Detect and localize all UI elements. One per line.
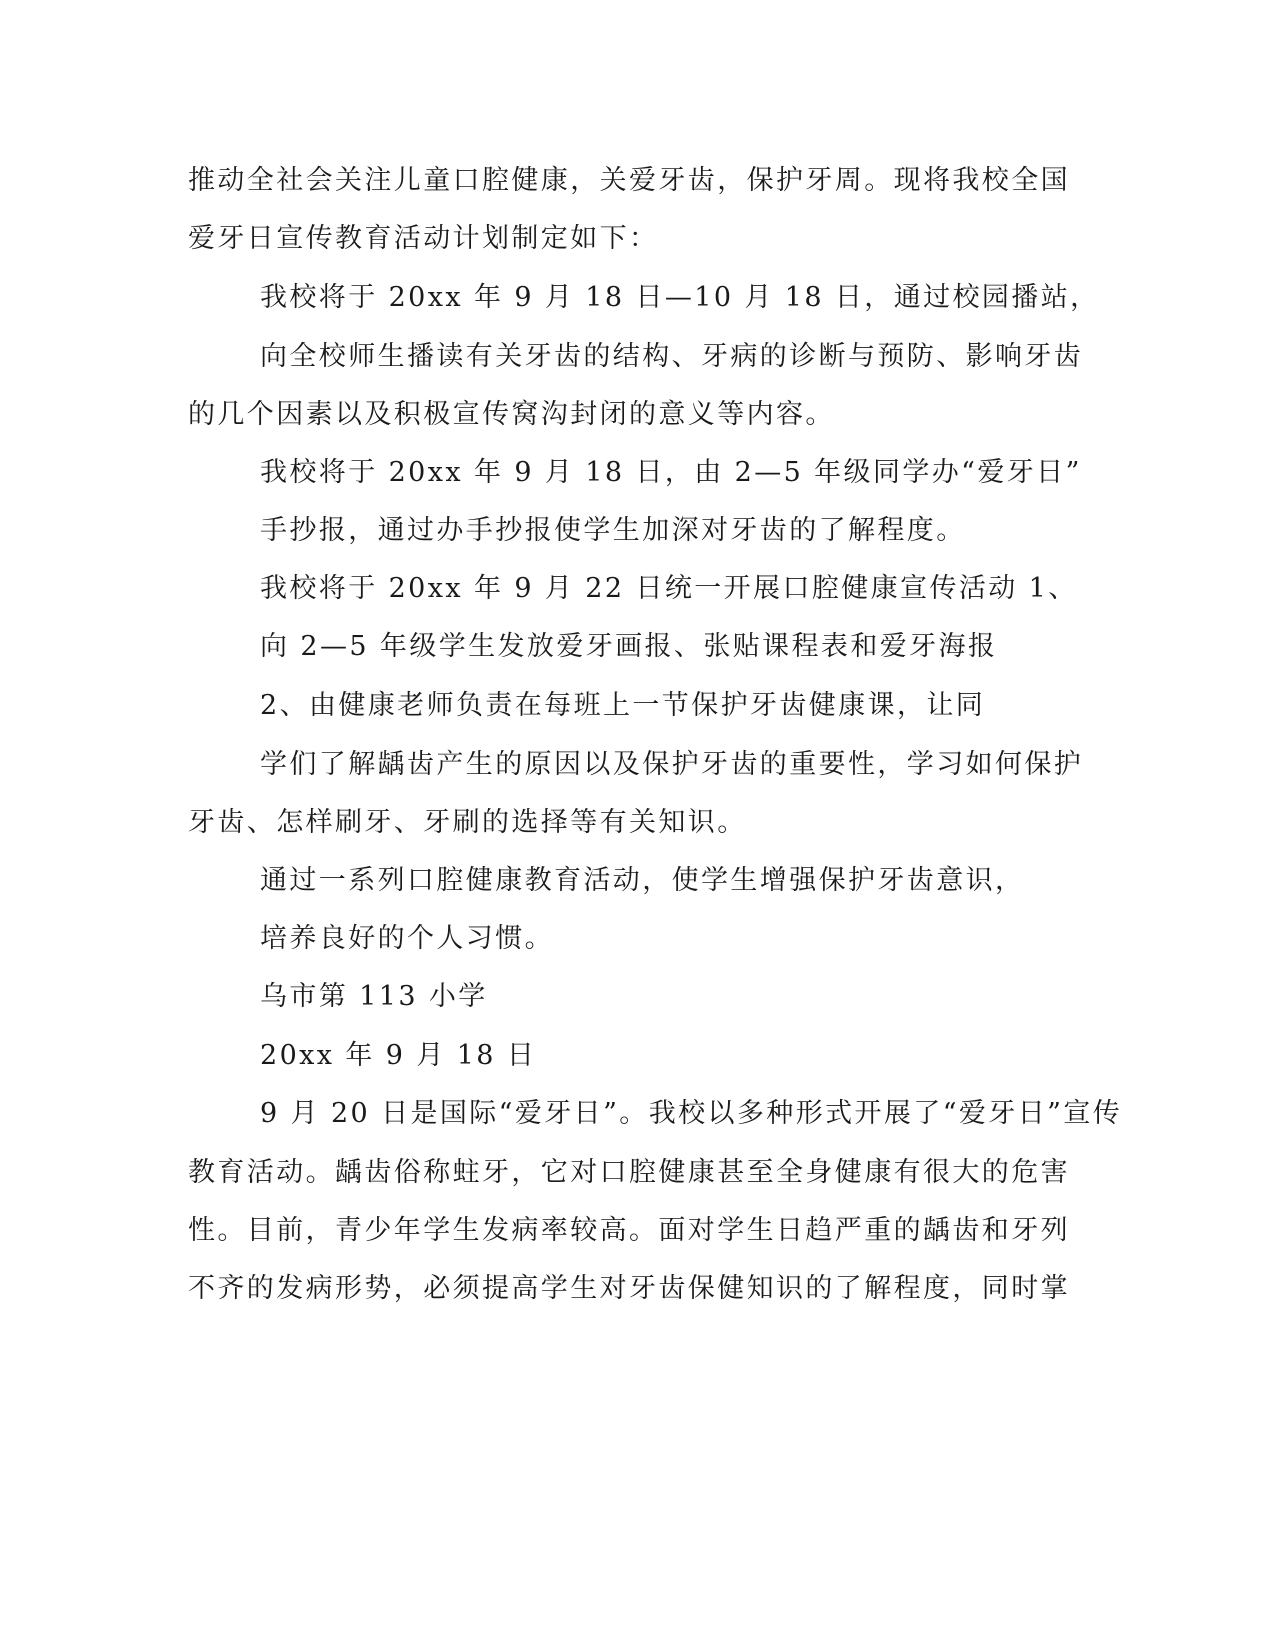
text-line: 牙齿、怎样刷牙、牙刷的选择等有关知识。 xyxy=(188,807,747,838)
text-line: 手抄报，通过办手抄报使学生加深对牙齿的了解程度。 xyxy=(260,515,966,546)
text-line: 不齐的发病形势，必须提高学生对牙齿保健知识的了解程度，同时掌 xyxy=(188,1273,1070,1304)
text-line: 通过一系列口腔健康教育活动，使学生增强保护牙齿意识， xyxy=(260,865,1025,896)
text-line: 向 2—5 年级学生发放爱牙画报、张贴课程表和爱牙海报 xyxy=(260,631,998,662)
text-line: 向全校师生播读有关牙齿的结构、牙病的诊断与预防、影响牙齿 xyxy=(260,341,1084,372)
text-line: 学们了解龋齿产生的原因以及保护牙齿的重要性，学习如何保护 xyxy=(260,749,1084,780)
text-line: 性。目前，青少年学生发病率较高。面对学生日趋严重的龋齿和牙列 xyxy=(188,1215,1070,1246)
text-line: 我校将于 20xx 年 9 月 22 日统一开展口腔健康宣传活动 1、 xyxy=(260,573,1078,604)
text-line: 我校将于 20xx 年 9 月 18 日，由 2—5 年级同学办“爱牙日” xyxy=(260,457,1082,488)
text-line: 2、由健康老师负责在每班上一节保护牙齿健康课，让同 xyxy=(260,690,986,721)
text-line: 推动全社会关注儿童口腔健康，关爱牙齿，保护牙周。现将我校全国 xyxy=(188,165,1070,196)
text-line: 的几个因素以及积极宣传窝沟封闭的意义等内容。 xyxy=(188,399,835,430)
text-line: 9 月 20 日是国际“爱牙日”。我校以多种形式开展了“爱牙日”宣传 xyxy=(260,1098,1123,1129)
signature-date: 20xx 年 9 月 18 日 xyxy=(260,1040,537,1071)
text-line: 教育活动。龋齿俗称蛀牙，它对口腔健康甚至全身健康有很大的危害 xyxy=(188,1157,1070,1188)
text-line: 培养良好的个人习惯。 xyxy=(260,923,554,954)
signature-school: 乌市第 113 小学 xyxy=(260,981,488,1012)
text-line: 我校将于 20xx 年 9 月 18 日—10 月 18 日，通过校园播站， xyxy=(260,282,1100,313)
text-line: 爱牙日宣传教育活动计划制定如下： xyxy=(188,223,659,254)
